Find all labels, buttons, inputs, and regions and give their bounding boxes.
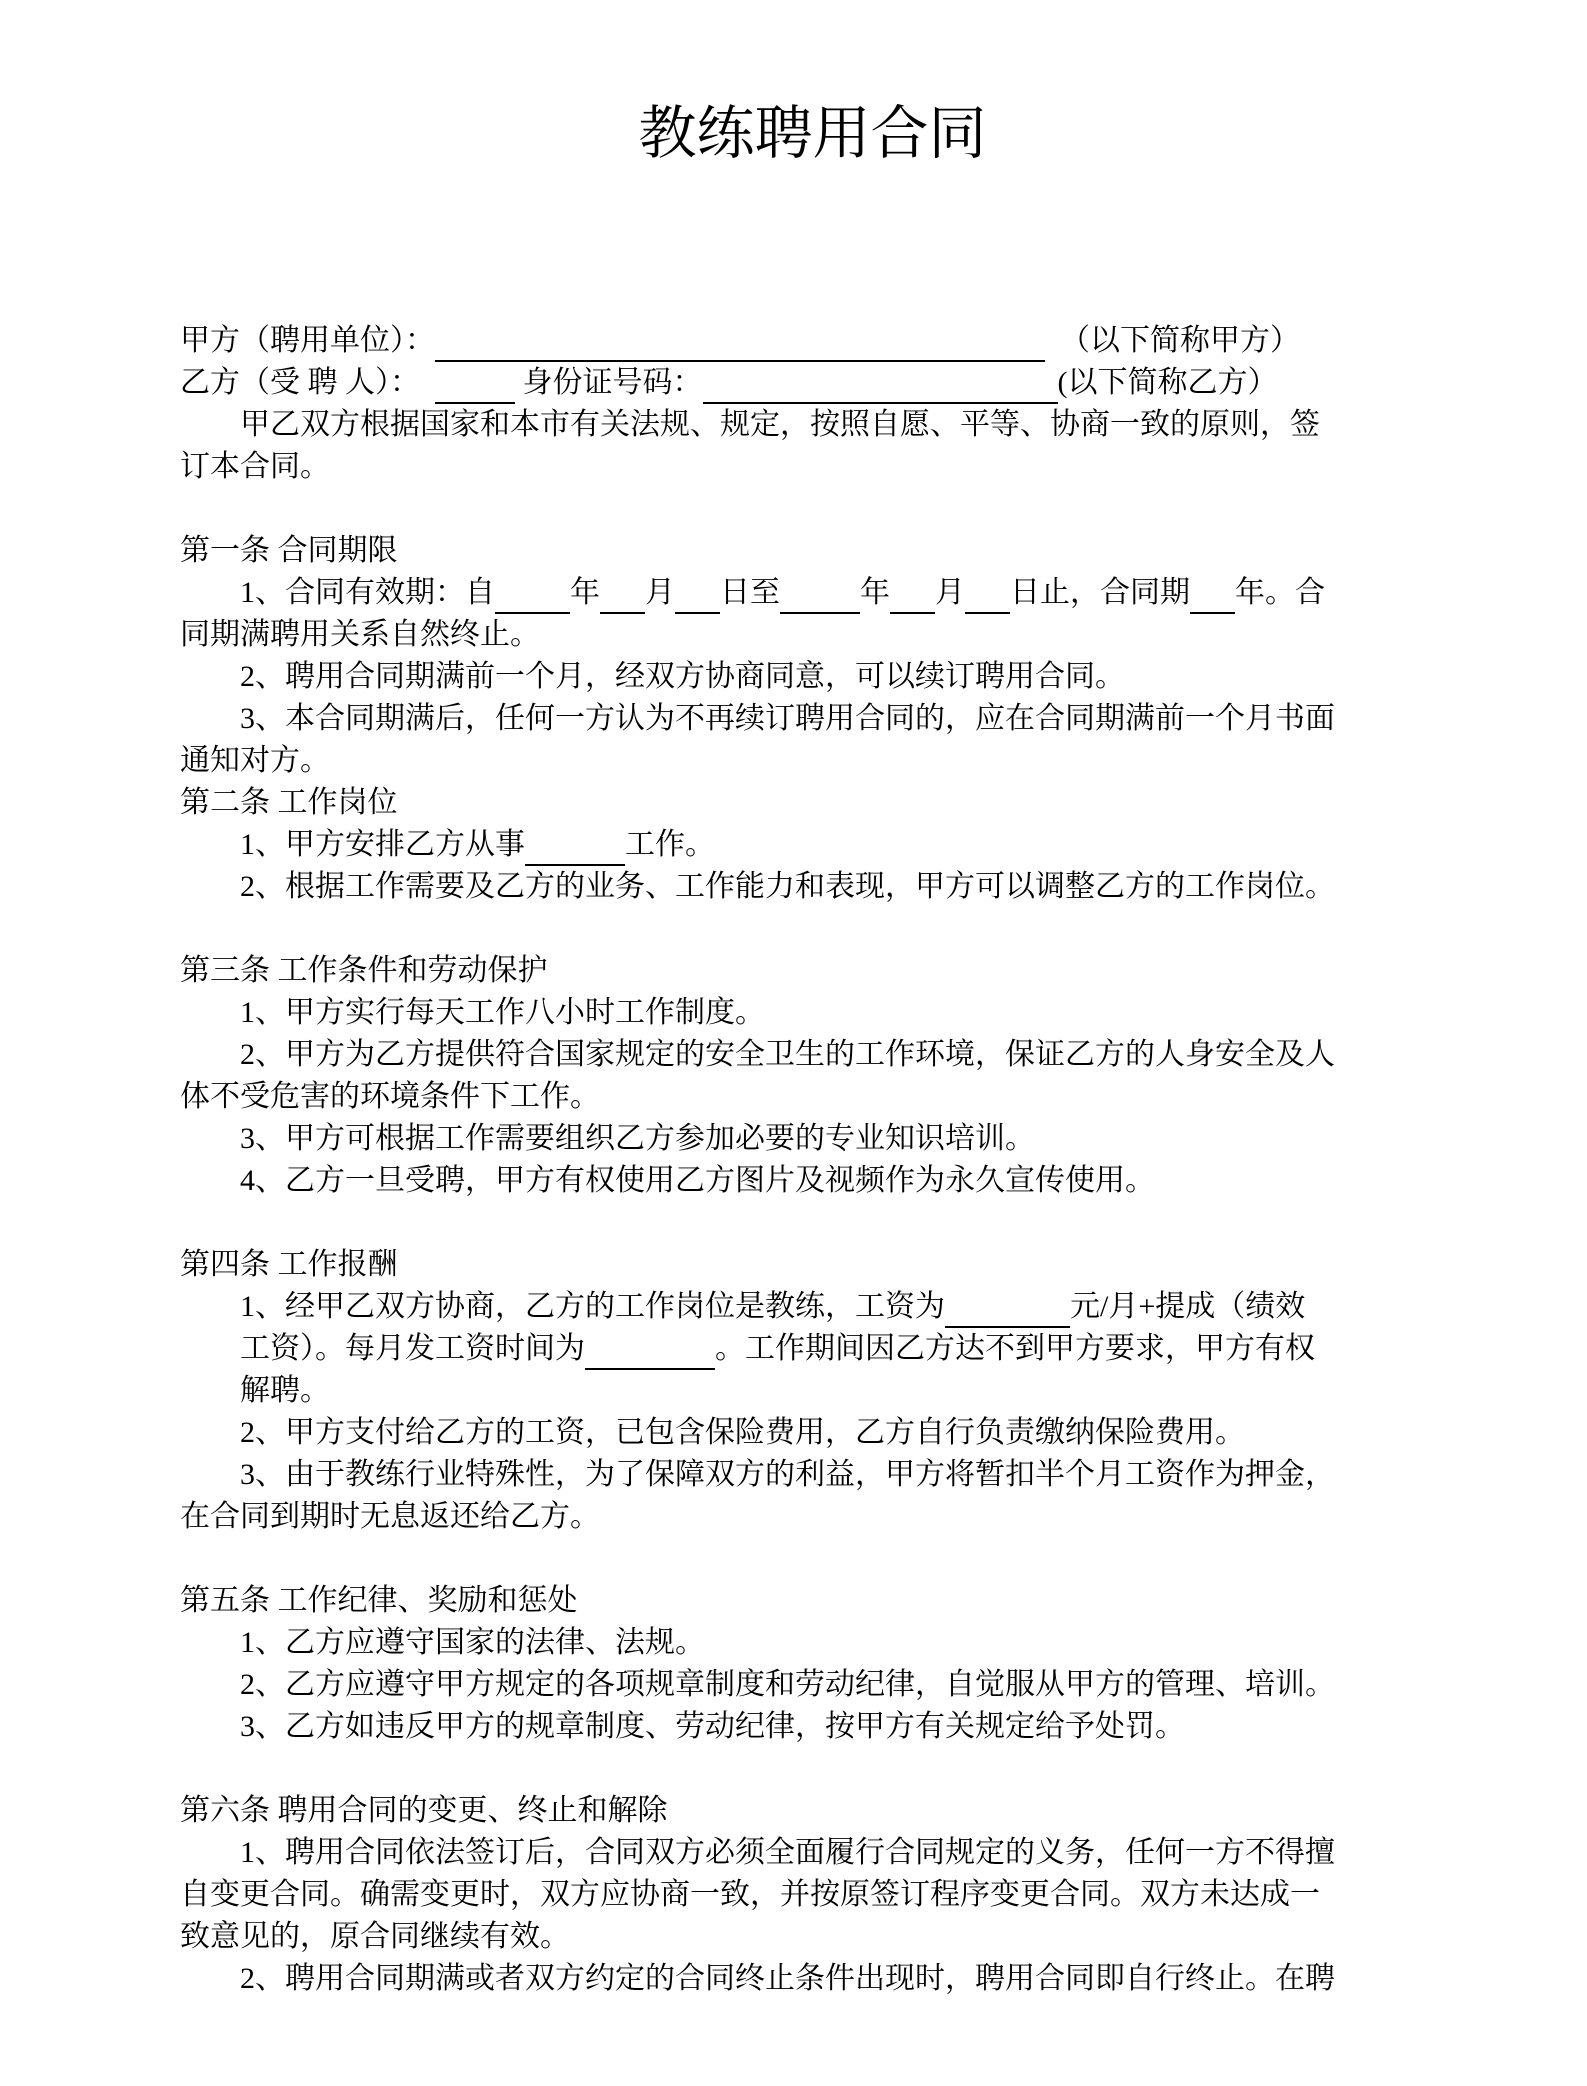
text-segment: 月	[645, 576, 675, 609]
text-segment: 3、由于教练行业特殊性，为了保障双方的利益，甲方将暂扣半个月工资作为押金，	[240, 1458, 1335, 1491]
party-b-id-blank[interactable]	[703, 368, 1058, 404]
text-segment: 2、甲方支付给乙方的工资，已包含保险费用，乙方自行负责缴纳保险费用。	[240, 1416, 1245, 1449]
article-3-item-2-line-2	[180, 1076, 1445, 1118]
text-segment: 在合同到期时无息返还给乙方。	[180, 1500, 600, 1533]
start-month-blank[interactable]	[600, 578, 645, 614]
blank-line-spacer	[180, 488, 1445, 530]
text-segment: 元/月+提成（绩效	[1070, 1290, 1306, 1323]
article-heading-text: 第五条 工作纪律、奖励和惩处	[180, 1584, 578, 1617]
article-heading-text: 第二条 工作岗位	[180, 786, 398, 819]
article-3-item-4	[180, 1160, 1445, 1202]
article-6-item-1-line-3	[180, 1916, 1445, 1958]
article-3-item-3	[180, 1118, 1445, 1160]
text-segment: 。工作期间因乙方达不到甲方要求，甲方有权	[715, 1332, 1315, 1365]
text-segment: 订本合同。	[180, 450, 330, 483]
article-3-item-2-line-1	[180, 1034, 1445, 1076]
text-segment: 解聘。	[240, 1374, 330, 1407]
article-4-heading	[180, 1244, 1445, 1286]
party-a-line	[180, 320, 1445, 362]
article-5-item-2	[180, 1664, 1445, 1706]
text-segment: 2、根据工作需要及乙方的业务、工作能力和表现，甲方可以调整乙方的工作岗位。	[240, 870, 1335, 903]
text-segment: 同期满聘用关系自然终止。	[180, 618, 540, 651]
article-heading-text: 第六条 聘用合同的变更、终止和解除	[180, 1794, 668, 1827]
article-1-item-3-line-1	[180, 698, 1445, 740]
article-4-item-3-line-2	[180, 1496, 1445, 1538]
text-segment: 4、乙方一旦受聘，甲方有权使用乙方图片及视频作为永久宣传使用。	[240, 1164, 1155, 1197]
text-segment: 工资）。每月发工资时间为	[240, 1332, 585, 1365]
text-segment: 自变更合同。确需变更时，双方应协商一致，并按原签订程序变更合同。双方未达成一	[180, 1878, 1320, 1911]
text-segment: 体不受危害的环境条件下工作。	[180, 1080, 600, 1113]
term-years-blank[interactable]	[1190, 578, 1235, 614]
text-segment: 1、甲方安排乙方从事	[240, 828, 525, 861]
article-3-heading	[180, 950, 1445, 992]
text-segment: （以下简称甲方）	[1045, 324, 1300, 357]
party-b-line	[180, 362, 1445, 404]
start-year-blank[interactable]	[495, 578, 570, 614]
blank-line-spacer	[180, 1748, 1445, 1790]
pay-date-blank[interactable]	[585, 1334, 715, 1370]
text-segment: 甲乙双方根据国家和本市有关法规、规定，按照自愿、平等、协商一致的原则，签	[240, 408, 1320, 441]
text-segment: 月	[935, 576, 965, 609]
end-year-blank[interactable]	[780, 578, 860, 614]
party-b-name-blank[interactable]	[435, 368, 515, 404]
text-segment: 2、聘用合同期满或者双方约定的合同终止条件出现时，聘用合同即自行终止。在聘	[240, 1962, 1335, 1995]
text-segment: 1、甲方实行每天工作八小时工作制度。	[240, 996, 765, 1029]
contract-body	[180, 320, 1445, 2000]
preamble-line-2	[180, 446, 1445, 488]
text-segment: 致意见的，原合同继续有效。	[180, 1920, 570, 1953]
article-5-item-1	[180, 1622, 1445, 1664]
article-2-heading	[180, 782, 1445, 824]
article-4-item-3-line-1	[180, 1454, 1445, 1496]
article-heading-text: 第三条 工作条件和劳动保护	[180, 954, 548, 987]
text-segment: 2、聘用合同期满前一个月，经双方协商同意，可以续订聘用合同。	[240, 660, 1125, 693]
document-title: 教练聘用合同	[638, 101, 987, 166]
text-segment: 年	[860, 576, 890, 609]
text-segment: 通知对方。	[180, 744, 330, 777]
end-month-blank[interactable]	[890, 578, 935, 614]
text-segment: 日止，合同期	[1010, 576, 1190, 609]
blank-line-spacer	[180, 908, 1445, 950]
article-6-item-1-line-2	[180, 1874, 1445, 1916]
text-segment: 1、乙方应遵守国家的法律、法规。	[240, 1626, 705, 1659]
preamble-line-1	[180, 404, 1445, 446]
text-segment: 1、聘用合同依法签订后，合同双方必须全面履行合同规定的义务，任何一方不得擅	[240, 1836, 1335, 1869]
end-day-blank[interactable]	[965, 578, 1010, 614]
article-4-item-1-line-1	[180, 1286, 1445, 1328]
article-5-heading	[180, 1580, 1445, 1622]
article-4-item-1-line-2	[180, 1328, 1445, 1370]
article-6-item-1-line-1	[180, 1832, 1445, 1874]
text-segment: 3、本合同期满后，任何一方认为不再续订聘用合同的，应在合同期满前一个月书面	[240, 702, 1335, 735]
blank-line-spacer	[180, 1538, 1445, 1580]
text-segment: 乙方（受 聘 人）：	[180, 366, 435, 399]
text-segment: 工作。	[625, 828, 715, 861]
text-segment: 3、甲方可根据工作需要组织乙方参加必要的专业知识培训。	[240, 1122, 1035, 1155]
text-segment: (以下简称乙方）	[1057, 366, 1278, 399]
text-segment: 2、乙方应遵守甲方规定的各项规章制度和劳动纪律，自觉服从甲方的管理、培训。	[240, 1668, 1335, 1701]
text-segment: 年	[570, 576, 600, 609]
text-segment: 2、甲方为乙方提供符合国家规定的安全卫生的工作环境，保证乙方的人身安全及人	[240, 1038, 1335, 1071]
article-4-item-2	[180, 1412, 1445, 1454]
article-heading-text: 第四条 工作报酬	[180, 1248, 398, 1281]
article-heading-text: 第一条 合同期限	[180, 534, 398, 567]
blank-line-spacer	[180, 1202, 1445, 1244]
article-1-item-1-line-2	[180, 614, 1445, 656]
article-5-item-3	[180, 1706, 1445, 1748]
article-1-item-3-line-2	[180, 740, 1445, 782]
text-segment: 日至	[720, 576, 780, 609]
article-6-heading	[180, 1790, 1445, 1832]
article-2-item-1	[180, 824, 1445, 866]
text-segment: 身份证号码：	[515, 366, 703, 399]
article-1-item-2	[180, 656, 1445, 698]
party-a-name-blank[interactable]	[435, 326, 1045, 362]
text-segment: 甲方（聘用单位）：	[180, 324, 435, 357]
text-segment: 1、经甲乙双方协商，乙方的工作岗位是教练，工资为	[240, 1290, 945, 1323]
start-day-blank[interactable]	[675, 578, 720, 614]
article-3-item-1	[180, 992, 1445, 1034]
text-segment: 3、乙方如违反甲方的规章制度、劳动纪律，按甲方有关规定给予处罚。	[240, 1710, 1185, 1743]
text-segment: 1、合同有效期：自	[240, 576, 495, 609]
article-4-item-1-line-3	[180, 1370, 1445, 1412]
article-6-item-2-line-1	[180, 1958, 1445, 2000]
article-2-item-2	[180, 866, 1445, 908]
article-1-item-1-line-1	[180, 572, 1445, 614]
salary-amount-blank[interactable]	[945, 1292, 1070, 1328]
article-1-heading	[180, 530, 1445, 572]
text-segment: 年。合	[1235, 576, 1325, 609]
job-title-blank[interactable]	[525, 830, 625, 866]
